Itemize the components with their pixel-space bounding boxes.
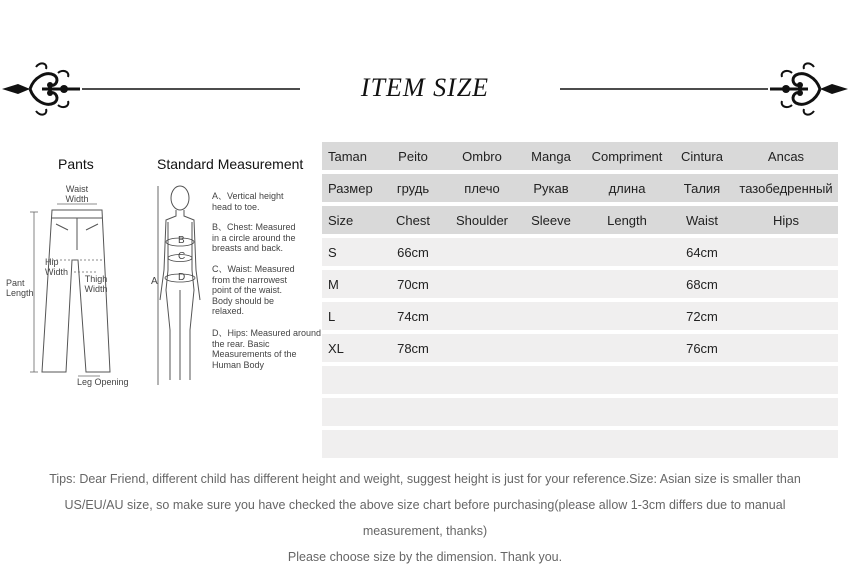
table-cell <box>734 238 838 266</box>
thigh-width-label: Thigh Width <box>84 274 108 294</box>
pants-drawing <box>20 200 120 385</box>
table-cell <box>446 238 518 266</box>
table-cell: Sleeve <box>518 206 584 234</box>
table-cell: Peito <box>380 142 446 170</box>
table-cell <box>734 430 838 458</box>
table-row <box>322 334 838 362</box>
table-cell <box>380 398 446 426</box>
table-cell: Hips <box>734 206 838 234</box>
table-row <box>322 366 838 394</box>
table-cell: Waist <box>670 206 734 234</box>
header <box>0 55 850 125</box>
point-d-label: D <box>178 272 186 283</box>
point-b-label: B <box>178 235 185 246</box>
table-cell: 64cm <box>670 238 734 266</box>
table-cell: 66cm <box>380 238 446 266</box>
table-cell: 72cm <box>670 302 734 330</box>
table-row <box>322 238 838 266</box>
tips-text: Tips: Dear Friend, different child has different height and weight, suggest height is just for your reference.Size: Asian size is smaller than US/EU/AU size, so make sure you have checked the above size chart before purchasing(please allow 1-3cm differs due to manual measurement, thanks) <box>49 472 801 538</box>
table-cell <box>518 398 584 426</box>
table-cell <box>584 366 670 394</box>
table-cell <box>446 270 518 298</box>
table-cell: тазобедренный <box>734 174 838 202</box>
table-cell <box>670 398 734 426</box>
thank-you-text: Please choose size by the dimension. Thank you. <box>287 550 563 564</box>
table-cell <box>584 430 670 458</box>
table-cell <box>446 366 518 394</box>
table-cell: Cintura <box>670 142 734 170</box>
table-cell <box>584 238 670 266</box>
table-cell <box>584 398 670 426</box>
table-cell: M <box>322 270 380 298</box>
point-a-label: A <box>151 276 158 287</box>
table-cell <box>584 334 670 362</box>
table-cell: Талия <box>670 174 734 202</box>
table-cell: Compriment <box>584 142 670 170</box>
note-c: C、Waist: Measured from the narrowest point of the waist. Body should be relaxed. <box>212 264 295 316</box>
table-cell <box>446 398 518 426</box>
table-cell <box>380 366 446 394</box>
table-cell: Size <box>322 206 380 234</box>
note-d: D、Hips: Measured around the rear. Basic Measurements of the Human Body <box>212 328 322 370</box>
table-cell <box>734 334 838 362</box>
table-cell: Рукав <box>518 174 584 202</box>
table-cell <box>670 366 734 394</box>
table-cell <box>518 366 584 394</box>
page-title: ITEM SIZE <box>360 73 490 102</box>
table-cell <box>380 430 446 458</box>
table-cell: Размер <box>322 174 380 202</box>
leg-opening-label: Leg Opening <box>77 377 129 387</box>
size-table <box>322 138 838 462</box>
table-cell <box>446 302 518 330</box>
waist-width-label: Waist Width <box>65 184 89 204</box>
table-cell <box>518 430 584 458</box>
right-ornament-icon <box>560 55 850 125</box>
table-cell: 68cm <box>670 270 734 298</box>
pants-title: Pants <box>58 156 94 172</box>
table-row <box>322 270 838 298</box>
table-cell <box>734 302 838 330</box>
table-cell <box>734 366 838 394</box>
table-cell <box>322 398 380 426</box>
table-cell <box>584 270 670 298</box>
table-cell <box>518 334 584 362</box>
table-cell: 78cm <box>380 334 446 362</box>
table-cell: длина <box>584 174 670 202</box>
table-cell <box>518 302 584 330</box>
table-cell: XL <box>322 334 380 362</box>
table-row <box>322 430 838 458</box>
table-cell: Length <box>584 206 670 234</box>
table-header-row <box>322 142 838 170</box>
table-cell: Manga <box>518 142 584 170</box>
table-row <box>322 302 838 330</box>
table-header-row <box>322 174 838 202</box>
point-c-label: C <box>178 251 186 262</box>
table-cell: плечо <box>446 174 518 202</box>
table-cell <box>322 366 380 394</box>
table-cell <box>446 334 518 362</box>
hip-width-label: Hip Width <box>45 257 69 277</box>
standard-title: Standard Measurement <box>157 156 304 172</box>
table-cell: Shoulder <box>446 206 518 234</box>
table-cell <box>584 302 670 330</box>
footer-tips <box>40 466 810 570</box>
table-cell: 70cm <box>380 270 446 298</box>
table-cell: 74cm <box>380 302 446 330</box>
table-cell <box>734 398 838 426</box>
table-row <box>322 398 838 426</box>
pant-length-label: Pant Length <box>6 278 34 298</box>
table-cell: грудь <box>380 174 446 202</box>
note-a: A、Vertical height head to toe. <box>212 191 284 212</box>
table-cell <box>670 430 734 458</box>
table-cell <box>322 430 380 458</box>
table-header-row <box>322 206 838 234</box>
body-figure-drawing <box>150 180 210 390</box>
note-b: B、Chest: Measured in a circle around the breasts and back. <box>212 222 296 253</box>
table-cell: Ombro <box>446 142 518 170</box>
table-cell: 76cm <box>670 334 734 362</box>
table-cell: Chest <box>380 206 446 234</box>
table-cell: L <box>322 302 380 330</box>
table-cell: Ancas <box>734 142 838 170</box>
table-cell: Taman <box>322 142 380 170</box>
table-cell <box>518 270 584 298</box>
table-cell: S <box>322 238 380 266</box>
table-cell <box>734 270 838 298</box>
table-cell <box>518 238 584 266</box>
table-cell <box>446 430 518 458</box>
